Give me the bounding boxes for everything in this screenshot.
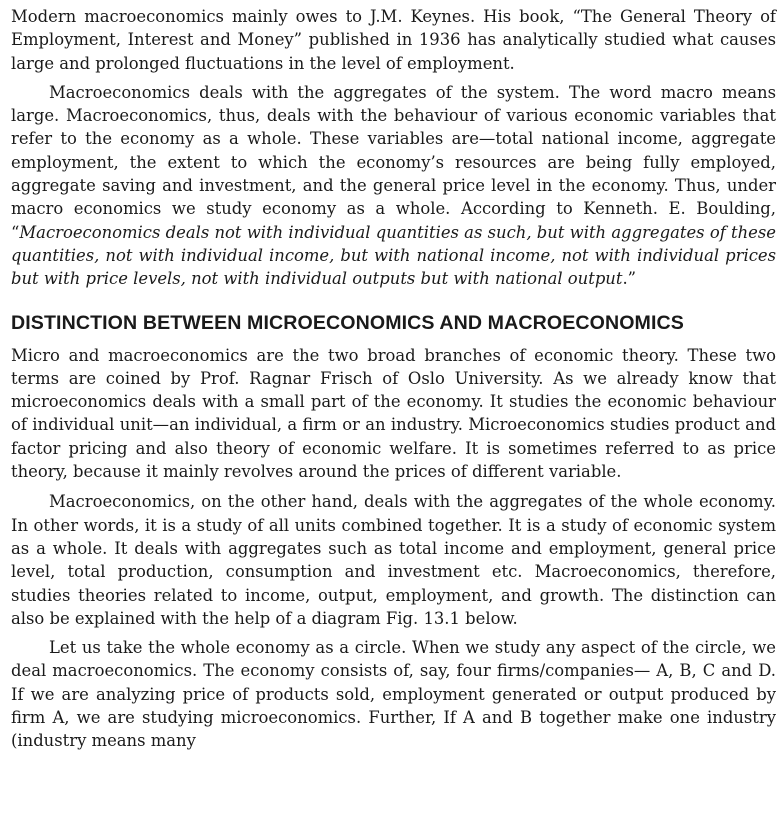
document-page [11,5,776,753]
paragraph-micro-definition: Micro and macroeconomics are the two broad branches of economic theory. These two terms are coined by Prof. Ragnar Frisch of Oslo University. As we already know that microeconomics deals with a small part of the economy. It studies the economic behaviour of individual unit—an individual, a firm or an industry. Microeconomics studies product and factor pricing and also theory of economic welfare. It is sometimes referred to as price theory, because it mainly revolves around the prices of different variable. [11,345,776,482]
boulding-quote: Macroeconomics deals not with individual quantities as such, but with aggregates of these quantities, not with individual income, but with national income, not with individual prices but with price levels, not with individual outputs but with national output [11,222,776,289]
section-heading: DISTINCTION BETWEEN MICROECONOMICS AND MACROECONOMICS [11,311,684,334]
paragraph-macro-definition: Macroeconomics, on the other hand, deals with the aggregates of the whole economy. In other words, it is a study of all units combined together. It is a study of economic system as a whole. It deals with aggregates such as total income and employment, general price level, total production, consumption and investment etc. Macroeconomics, therefore, studies theories related to income, output, employment, and growth. The distinction can also be explained with the help of a diagram Fig. 13.1 below. [11,492,776,628]
paragraph-keynes: Modern macroeconomics mainly owes to J.M. Keynes. His book, “The General Theory of Employment, Interest and Money” published in 1936 has analytically studied what causes large and prolonged fluctuations in the level of employment. [11,7,776,73]
paragraph-macro-aggregates-text: Macroeconomics deals with the aggregates of the system. The word macro means large. Macroeconomics, thus, deals with the behaviour of various economic variables that refer to the economy as a whole. These variables are—total national income, aggregate employment, the extent to which the economy’s resources are being fully employed, aggregate saving and investment, and the general price level in the economy. Thus, under macro economics we study economy as a whole. According to Kenneth. E. Boulding, “ [11,82,776,242]
quote-closing: .” [622,269,637,289]
paragraph-circle-example: Let us take the whole economy as a circle. When we study any aspect of the circle, we deal macroeconomics. The economy consists of, say, four firms/companies— A, B, C and D. If we are analyzing price of products sold, employment generated or output produced by firm A, we are studying microeconomics. Further, If A and B together make one industry (industry means many [11,638,776,751]
paragraph-macro-aggregates [11,81,776,291]
